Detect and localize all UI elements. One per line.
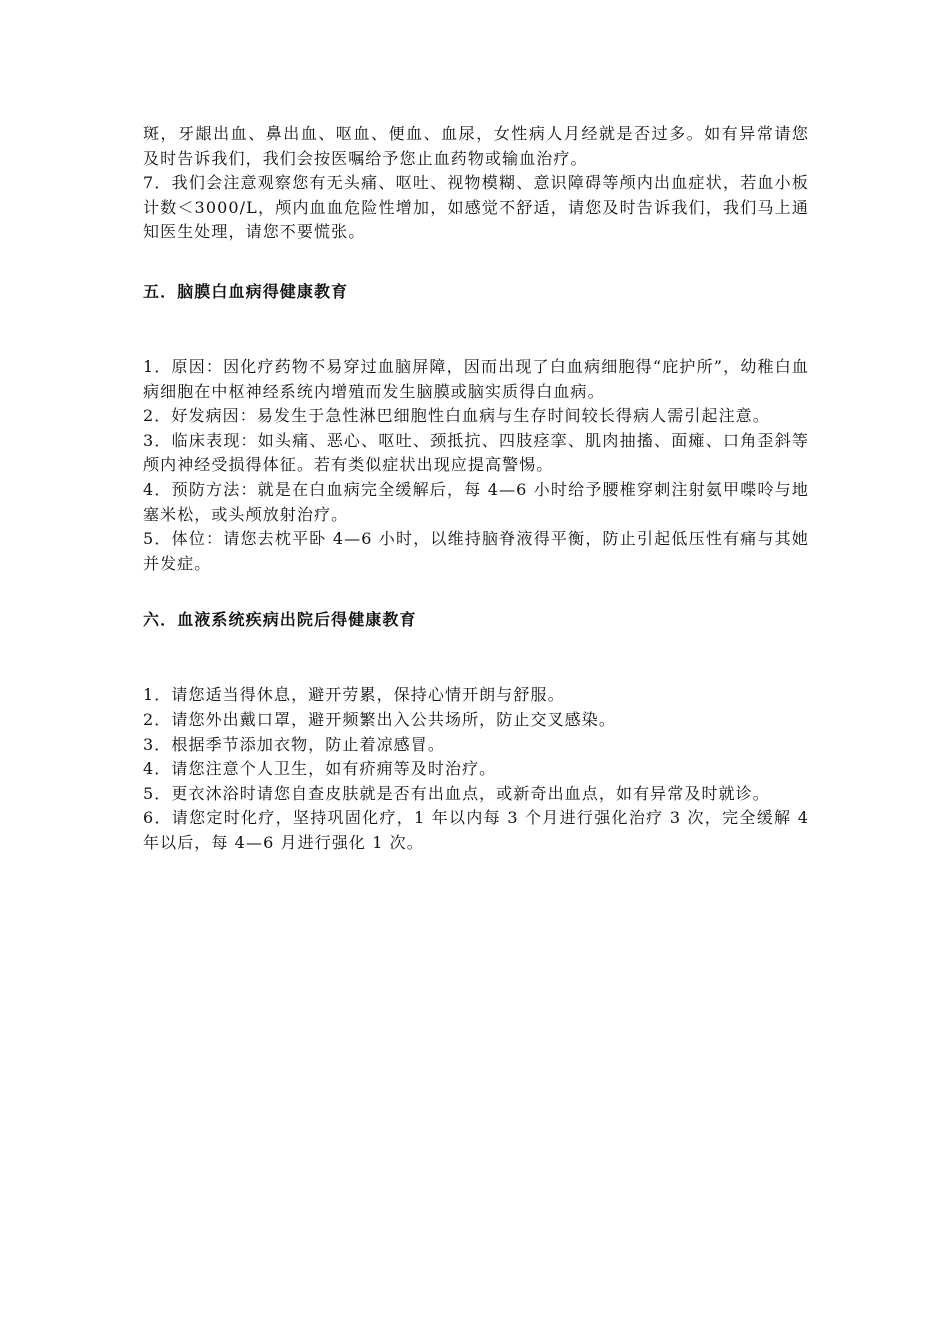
document-body xyxy=(143,122,809,855)
section-6-item: 6．请您定时化疗，坚持巩固化疗，1 年以内每 3 个月进行强化治疗 3 次，完全缓解 4 年以后，每 4—6 月进行强化 1 次。 xyxy=(143,808,809,852)
section-5-list xyxy=(143,355,809,576)
section-6-heading: 六．血液系统疾病出院后得健康教育 xyxy=(143,610,417,630)
section-5-item: 2．好发病因：易发生于急性淋巴细胞性白血病与生存时间较长得病人需引起注意。 xyxy=(143,406,770,426)
section-5-item: 3．临床表现：如头痛、恶心、呕吐、颈抵抗、四肢痉挛、肌肉抽搐、面瘫、口角歪斜等颅内神经受损得体征。若有类似症状出现应提高警惕。 xyxy=(143,430,809,475)
section-5-item: 1．原因：因化疗药物不易穿过血脑屏障，因而出现了白血病细胞得“庇护所”，幼稚白血病细胞在中枢神经系统内增殖而发生脑膜或脑实质得白血病。 xyxy=(143,356,809,401)
section-6-list xyxy=(143,683,809,855)
section-6-item: 5．更衣沐浴时请您自查皮肤就是否有出血点，或新奇出血点，如有异常及时就诊。 xyxy=(143,783,770,803)
section-5-item: 5．体位：请您去枕平卧 4—6 小时，以维持脑脊液得平衡，防止引起低压性有痛与其她并发症。 xyxy=(143,529,809,573)
section-6-item: 1．请您适当得休息，避开劳累，保持心情开朗与舒服。 xyxy=(143,685,565,705)
section-6-item: 2．请您外出戴口罩，避开频繁出入公共场所，防止交叉感染。 xyxy=(143,709,616,729)
intro-paragraph: 斑，牙龈出血、鼻出血、呕血、便血、血尿，女性病人月经就是否过多。如有异常请您及时告诉我们，我们会按医嘱给予您止血药物或输血治疗。 xyxy=(143,124,809,168)
intro-item-7: 7．我们会注意观察您有无头痛、呕吐、视物模糊、意识障碍等颅内出血症状，若血小板计数＜3000/L，颅内血血危险性增加，如感觉不舒适，请您及时告诉我们，我们马上通知医生处理，请您不要慌张。 xyxy=(143,173,809,242)
section-5-heading: 五．脑膜白血病得健康教育 xyxy=(143,281,349,301)
intro-section xyxy=(143,122,809,245)
section-6-item: 3．根据季节添加衣物，防止着凉感冒。 xyxy=(143,734,445,754)
section-6-item: 4．请您注意个人卫生，如有疥痈等及时治疗。 xyxy=(143,759,497,779)
section-5-item: 4．预防方法：就是在白血病完全缓解后，每 4—6 小时给予腰椎穿刺注射氨甲喋呤与地塞米松，或头颅放射治疗。 xyxy=(143,479,809,524)
